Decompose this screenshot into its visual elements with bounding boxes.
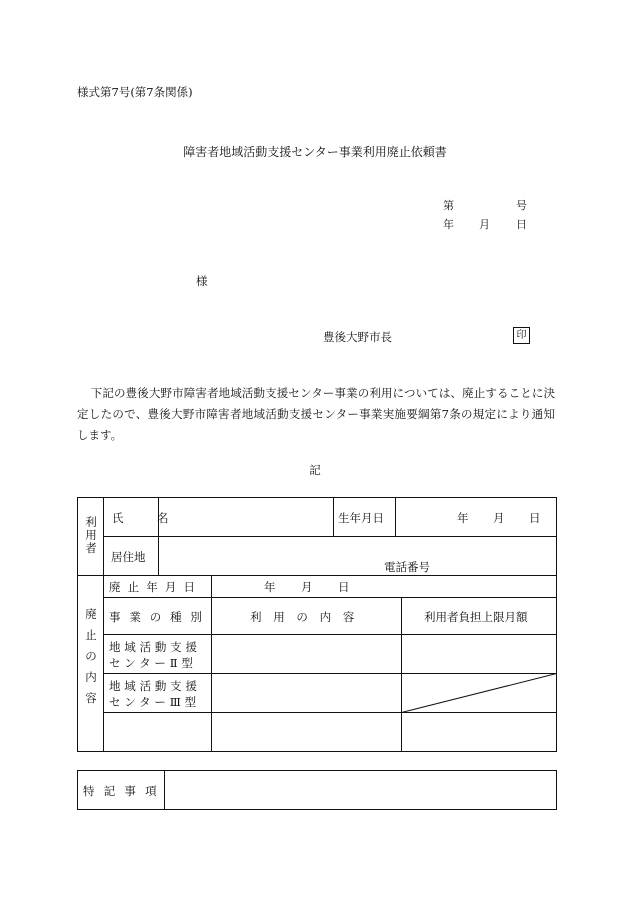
table-border-top	[77, 497, 557, 498]
service-type-3: 地域活動支援 センターⅢ型	[109, 679, 201, 709]
abolish-month-unit: 月	[301, 580, 313, 594]
table-border-left	[77, 497, 78, 752]
document-number-block	[443, 197, 528, 237]
birth-year-unit: 年	[457, 511, 469, 525]
type3-row-bottom	[103, 712, 557, 713]
name-label: 氏 名	[112, 511, 184, 525]
address-label: 居住地	[111, 550, 146, 564]
doc-go: 号	[516, 199, 527, 212]
doc-month: 月	[479, 218, 490, 231]
doc-dai: 第	[443, 199, 454, 212]
service-type-2: 地域活動支援 センターⅡ型	[109, 640, 201, 670]
service-type-header: 事業の種別	[109, 610, 211, 624]
doc-year: 年	[443, 218, 454, 231]
abolish-date-label: 廃止年月日	[109, 580, 203, 594]
seal-mark: 印	[513, 327, 530, 344]
ki-heading: 記	[309, 463, 321, 477]
content-limit-divider	[401, 597, 402, 752]
abolish-year-unit: 年	[264, 580, 276, 594]
type2-row-bottom	[103, 673, 557, 674]
monthly-limit-header: 利用者負担上限月額	[424, 610, 528, 624]
user-section-bottom	[77, 575, 557, 576]
abolish-day-unit: 日	[338, 580, 350, 594]
remarks-border-left	[77, 770, 78, 810]
birthdate-label: 生年月日	[338, 511, 384, 525]
table-border-bottom	[77, 751, 557, 752]
remarks-border-right	[556, 770, 557, 810]
notice-paragraph: 下記の豊後大野市障害者地域活動支援センター事業の利用については、廃止することに決定したので、豊後大野市障害者地域活動支援センター事業実施要綱第7条の規定により通知します。	[77, 386, 555, 442]
name-birth-divider	[333, 497, 334, 536]
addressee-sama: 様	[196, 274, 208, 288]
abolish-label-divider	[211, 575, 212, 752]
remarks-border-bottom	[77, 809, 557, 810]
doc-day: 日	[516, 218, 527, 231]
header-row-bottom	[103, 634, 557, 635]
birth-day-unit: 日	[529, 511, 541, 525]
birth-month-unit: 月	[493, 511, 505, 525]
issuer-mayor: 豊後大野市長	[323, 330, 392, 344]
name-row-bottom	[103, 536, 557, 537]
birth-value-divider	[395, 497, 396, 536]
abolish-group-label: 廃 止 の 内 容	[85, 607, 97, 705]
abolish-date-row-bottom	[103, 597, 557, 598]
form-number: 様式第7号(第7条関係)	[77, 85, 193, 99]
phone-label: 電話番号	[384, 560, 430, 574]
usage-content-header: 利 用 の 内 容	[250, 610, 359, 624]
user-group-label: 利 用 者	[85, 515, 97, 555]
document-title: 障害者地域活動支援センター事業利用廃止依頼書	[183, 145, 447, 159]
remarks-label: 特記事項	[83, 784, 166, 798]
remarks-border-top	[77, 770, 557, 771]
